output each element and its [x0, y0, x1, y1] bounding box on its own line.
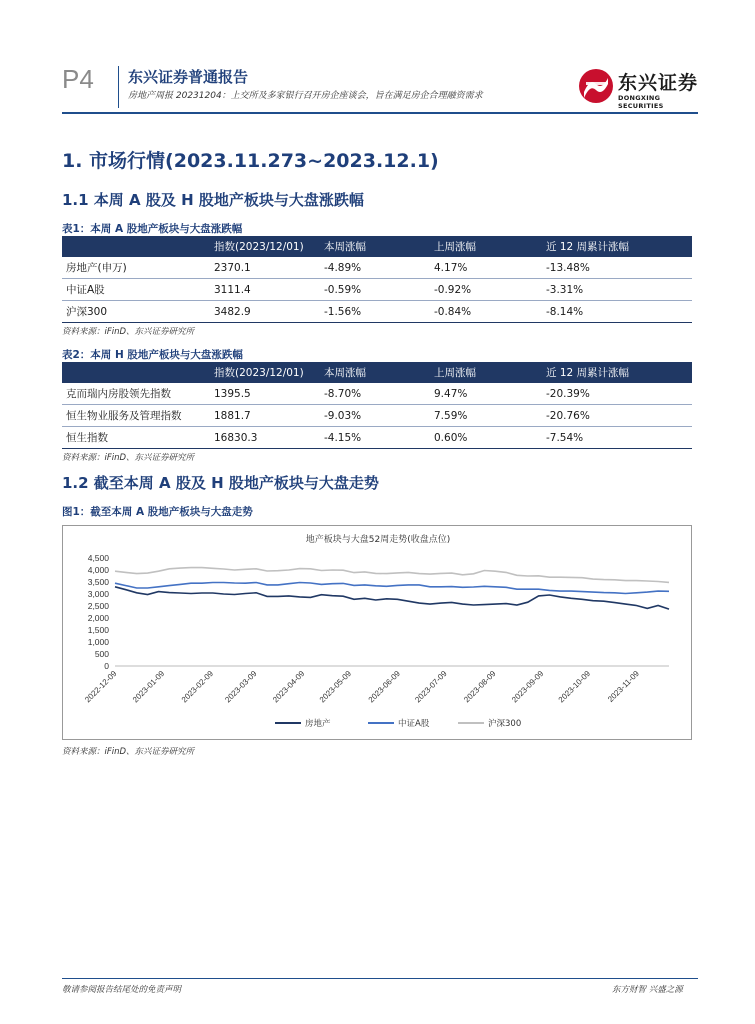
logo-mark-icon: [578, 68, 614, 104]
table-cell: -4.15%: [320, 427, 430, 449]
table-cell: 3482.9: [210, 301, 320, 323]
legend-label: 沪深300: [488, 719, 522, 729]
table-row: [62, 257, 692, 279]
table-cell: -9.03%: [320, 405, 430, 427]
series-line-2: [115, 583, 669, 594]
x-tick-label: 2023-01-09: [130, 669, 167, 705]
header-rule: [62, 112, 698, 114]
table1-header-cell: 指数(2023/12/01): [210, 236, 320, 257]
chart-canvas: [63, 526, 693, 741]
y-tick-label: 500: [94, 649, 109, 659]
series-line-3: [115, 568, 669, 583]
table2-header-cell: [62, 362, 210, 383]
legend-label: 中证A股: [398, 719, 430, 729]
table-cell: -20.39%: [542, 383, 692, 405]
table2: [62, 362, 692, 449]
page-number: P4: [62, 64, 94, 94]
table-cell: 7.59%: [430, 405, 542, 427]
line-chart: [62, 525, 692, 740]
x-tick-label: 2023-10-09: [556, 669, 593, 705]
y-tick-label: 4,500: [87, 553, 109, 563]
x-tick-label: 2023-05-09: [317, 669, 354, 705]
table2-source: 资料来源：iFinD、东兴证券研究所: [62, 453, 195, 463]
y-tick-label: 1,500: [87, 625, 109, 635]
table-cell: 中证A股: [62, 279, 210, 301]
table-cell: -4.89%: [320, 257, 430, 279]
subsection-title-2: 1.2 截至本周 A 股及 H 股地产板块与大盘走势: [62, 474, 379, 492]
table-cell: 9.47%: [430, 383, 542, 405]
logo-text-cn: 东兴证券: [618, 72, 699, 94]
table-cell: 1395.5: [210, 383, 320, 405]
table-cell: 1881.7: [210, 405, 320, 427]
figure1-source: 资料来源：iFinD、东兴证券研究所: [62, 747, 195, 757]
table1-header-cell: 近 12 周累计涨幅: [542, 236, 692, 257]
table2-header-cell: 上周涨幅: [430, 362, 542, 383]
table1-caption: 表1：本周 A 股地产板块与大盘涨跌幅: [62, 223, 243, 235]
footer-disclaimer: 敬请参阅报告结尾处的免责声明: [62, 985, 182, 995]
x-tick-label: 2023-07-09: [413, 669, 449, 705]
table-cell: 恒生指数: [62, 427, 210, 449]
table-row: [62, 405, 692, 427]
y-tick-label: 4,000: [87, 565, 109, 575]
table-cell: -0.84%: [430, 301, 542, 323]
y-tick-label: 2,500: [87, 601, 109, 611]
table-cell: -7.54%: [542, 427, 692, 449]
table2-header-cell: 本周涨幅: [320, 362, 430, 383]
x-tick-label: 2023-06-09: [366, 669, 402, 705]
footer-slogan: 东方财智 兴盛之源: [612, 985, 683, 995]
table1: [62, 236, 692, 323]
table-cell: -8.14%: [542, 301, 692, 323]
y-tick-label: 3,500: [87, 577, 109, 587]
table1-header-row: [62, 236, 692, 257]
company-logo: [578, 66, 698, 108]
table2-header-cell: 近 12 周累计涨幅: [542, 362, 692, 383]
series-line-1: [115, 587, 669, 609]
y-tick-label: 0: [104, 661, 109, 671]
y-tick-label: 1,000: [87, 637, 109, 647]
table-cell: -8.70%: [320, 383, 430, 405]
section-title: 1. 市场行情(2023.11.273~2023.12.1): [62, 150, 439, 172]
table-cell: 3111.4: [210, 279, 320, 301]
x-tick-label: 2023-09-09: [510, 669, 546, 705]
table-cell: -20.76%: [542, 405, 692, 427]
table-row: [62, 427, 692, 449]
table-row: [62, 383, 692, 405]
table-cell: 克而瑞内房股领先指数: [62, 383, 210, 405]
subsection-title-1: 1.1 本周 A 股及 H 股地产板块与大盘涨跌幅: [62, 191, 364, 209]
table-cell: 4.17%: [430, 257, 542, 279]
table-cell: 沪深300: [62, 301, 210, 323]
y-tick-label: 3,000: [87, 589, 109, 599]
table-cell: 恒生物业服务及管理指数: [62, 405, 210, 427]
table-cell: 0.60%: [430, 427, 542, 449]
figure1-caption: 图1：截至本周 A 股地产板块与大盘走势: [62, 506, 253, 518]
legend-label: 房地产: [305, 719, 331, 729]
x-tick-label: 2023-02-09: [179, 669, 216, 705]
y-tick-label: 2,000: [87, 613, 109, 623]
logo-text-en: DONGXING SECURITIES: [618, 94, 664, 110]
x-tick-label: 2023-03-09: [223, 669, 259, 705]
table-cell: -3.31%: [542, 279, 692, 301]
table-row: [62, 279, 692, 301]
x-tick-label: 2023-04-09: [271, 669, 307, 705]
header-divider: [118, 66, 119, 108]
report-type-title: 东兴证券普通报告: [128, 68, 249, 86]
table-cell: -0.92%: [430, 279, 542, 301]
table-cell: 16830.3: [210, 427, 320, 449]
table-cell: 房地产(申万): [62, 257, 210, 279]
x-tick-label: 2023-08-09: [462, 669, 498, 705]
table-cell: -0.59%: [320, 279, 430, 301]
table1-header-cell: [62, 236, 210, 257]
table1-header-cell: 上周涨幅: [430, 236, 542, 257]
table-row: [62, 301, 692, 323]
table-cell: 2370.1: [210, 257, 320, 279]
table1-source: 资料来源：iFinD、东兴证券研究所: [62, 327, 195, 337]
table-cell: -1.56%: [320, 301, 430, 323]
x-tick-label: 2022-12-09: [83, 669, 119, 705]
table2-header-cell: 指数(2023/12/01): [210, 362, 320, 383]
footer-rule: [62, 978, 698, 979]
x-tick-label: 2023-11-09: [606, 669, 641, 704]
chart-title: 地产板块与大盘52周走势(收盘点位): [305, 535, 451, 545]
table-cell: -13.48%: [542, 257, 692, 279]
table1-header-cell: 本周涨幅: [320, 236, 430, 257]
table2-caption: 表2：本周 H 股地产板块与大盘涨跌幅: [62, 349, 243, 361]
report-subtitle: 房地产周报 20231204：上交所及多家银行召开房企座谈会，旨在满足房企合理融资需求: [128, 91, 483, 101]
table2-header-row: [62, 362, 692, 383]
